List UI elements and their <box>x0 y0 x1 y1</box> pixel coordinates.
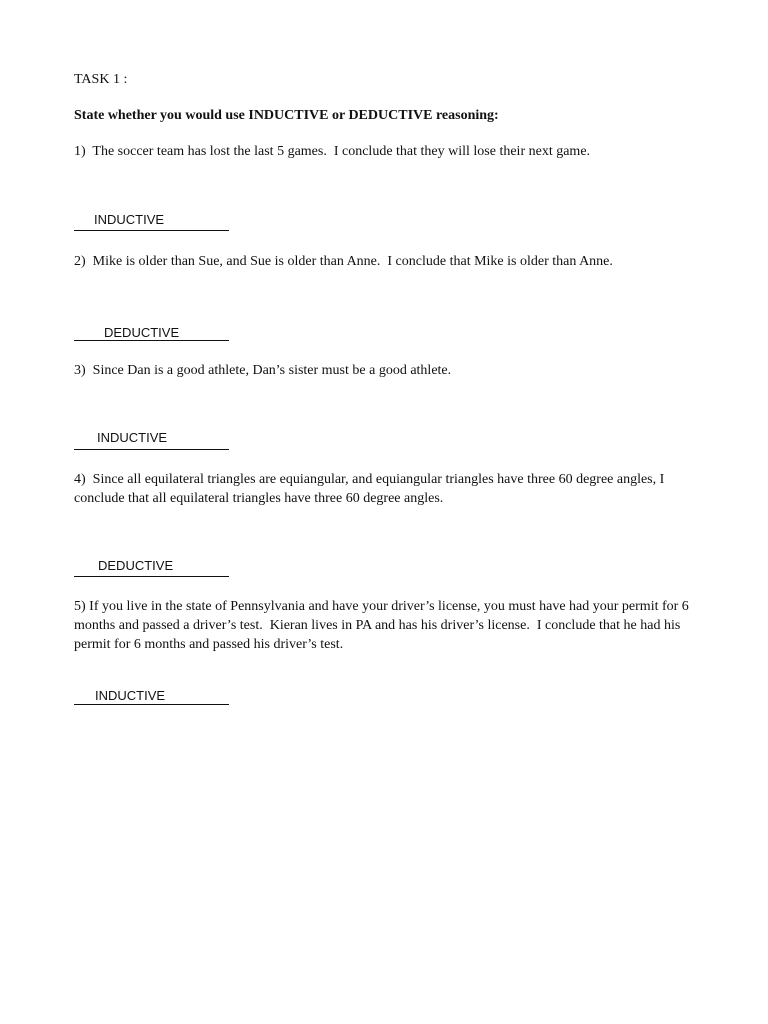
answer-1: INDUCTIVE <box>94 212 165 227</box>
question-2: 2) Mike is older than Sue, and Sue is older than Anne. I conclude that Mike is older than Anne. <box>74 254 613 269</box>
answer-2: DEDUCTIVE <box>104 325 180 340</box>
question-3: 3) Since Dan is a good athlete, Dan’s sister must be a good athlete. <box>74 363 452 378</box>
answer-line-4 <box>74 576 229 577</box>
question-5: 5) If you live in the state of Pennsylvania and have your driver’s license, you must have had your permit for 6 months and passed a driver’s test. Kieran lives in PA and has his driver’s license. I conclude that he had his permit for 6 months and passed his driver’s test. <box>74 599 693 652</box>
answer-line-5 <box>74 704 229 705</box>
answer-line-2 <box>74 340 229 341</box>
answer-5: INDUCTIVE <box>95 688 166 703</box>
question-1: 1) The soccer team has lost the last 5 games. I conclude that they will lose their next game. <box>74 144 591 159</box>
answer-4: DEDUCTIVE <box>98 558 174 573</box>
answer-3: INDUCTIVE <box>97 430 168 445</box>
question-4: 4) Since all equilateral triangles are equiangular, and equiangular triangles have three 60 degree angles, I conclude that all equilateral triangles have three 60 degree angles. <box>74 472 668 506</box>
answer-line-3 <box>74 449 229 450</box>
task-title: TASK 1 : <box>74 72 128 87</box>
instruction-heading: State whether you would use INDUCTIVE or DEDUCTIVE reasoning: <box>74 108 499 123</box>
answer-line-1 <box>74 230 229 231</box>
